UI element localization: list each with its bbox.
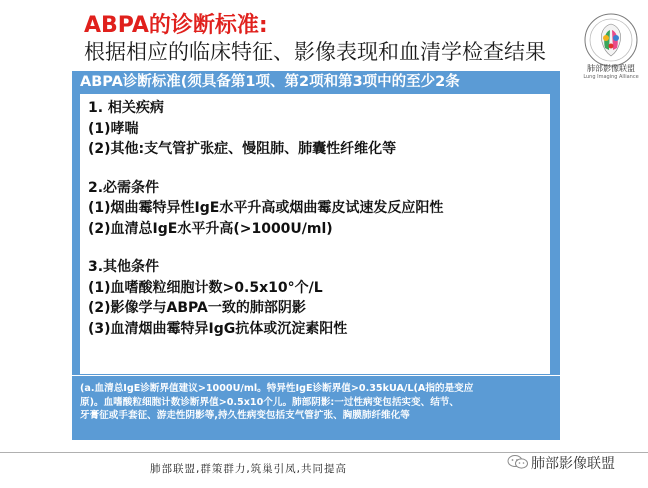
footnote-box: [72, 376, 560, 440]
footnote-line: 牙膏征或手套征、游走性阴影等,持久性病变包括支气管扩张、胸膜肺纤维化等: [80, 410, 410, 421]
criteria-item: (1)血嗜酸粒细胞计数>0.5x10°个/L: [88, 279, 323, 296]
section-title: 1. 相关疾病: [88, 100, 164, 116]
section-title: 2.必需条件: [88, 179, 160, 196]
logo-name: 肺部影像联盟: [587, 64, 635, 73]
criteria-item: (2)其他:支气管扩张症、慢阻肺、肺囊性纤维化等: [88, 141, 397, 157]
logo-tagline: Lung Imaging Alliance: [583, 74, 639, 80]
slide-subtitle: 根据相应的临床特征、影像表现和血清学检查结果: [84, 40, 546, 64]
criteria-item: (1)哮喘: [88, 120, 139, 137]
account-name: 肺部影像联盟: [531, 456, 615, 472]
footer-slogan: 肺部联盟,群策群力,筑巢引凤,共同提高: [150, 463, 348, 475]
footnote-line: (a.血清总IgE诊断界值建议>1000U/ml。特异性IgE诊断界值>0.35kUA/L(A指的是变应: [80, 383, 474, 394]
criteria-item: (2)血清总IgE水平升高(>1000U/ml): [88, 220, 333, 237]
wechat-icon: [507, 454, 529, 470]
criteria-item: (1)烟曲霉特异性IgE水平升高或烟曲霉皮试速发反应阳性: [88, 200, 444, 216]
section-title: 3.其他条件: [88, 259, 160, 275]
criteria-panel: [80, 94, 550, 374]
footnote-line: 原)。血嗜酸粒细胞计数诊断界值>0.5x10个儿。肺部阴影:一过性病变包括实变、结节、: [80, 396, 459, 408]
slide-title: ABPA的诊断标准:: [84, 13, 268, 38]
criteria-item: (3)血清烟曲霉特异IgG抗体或沉淀素阳性: [88, 320, 348, 337]
criteria-item: (2)影像学与ABPA一致的肺部阴影: [88, 300, 306, 316]
criteria-heading: ABPA诊断标准(须具备第1项、第2项和第3项中的至少2条: [72, 71, 560, 93]
